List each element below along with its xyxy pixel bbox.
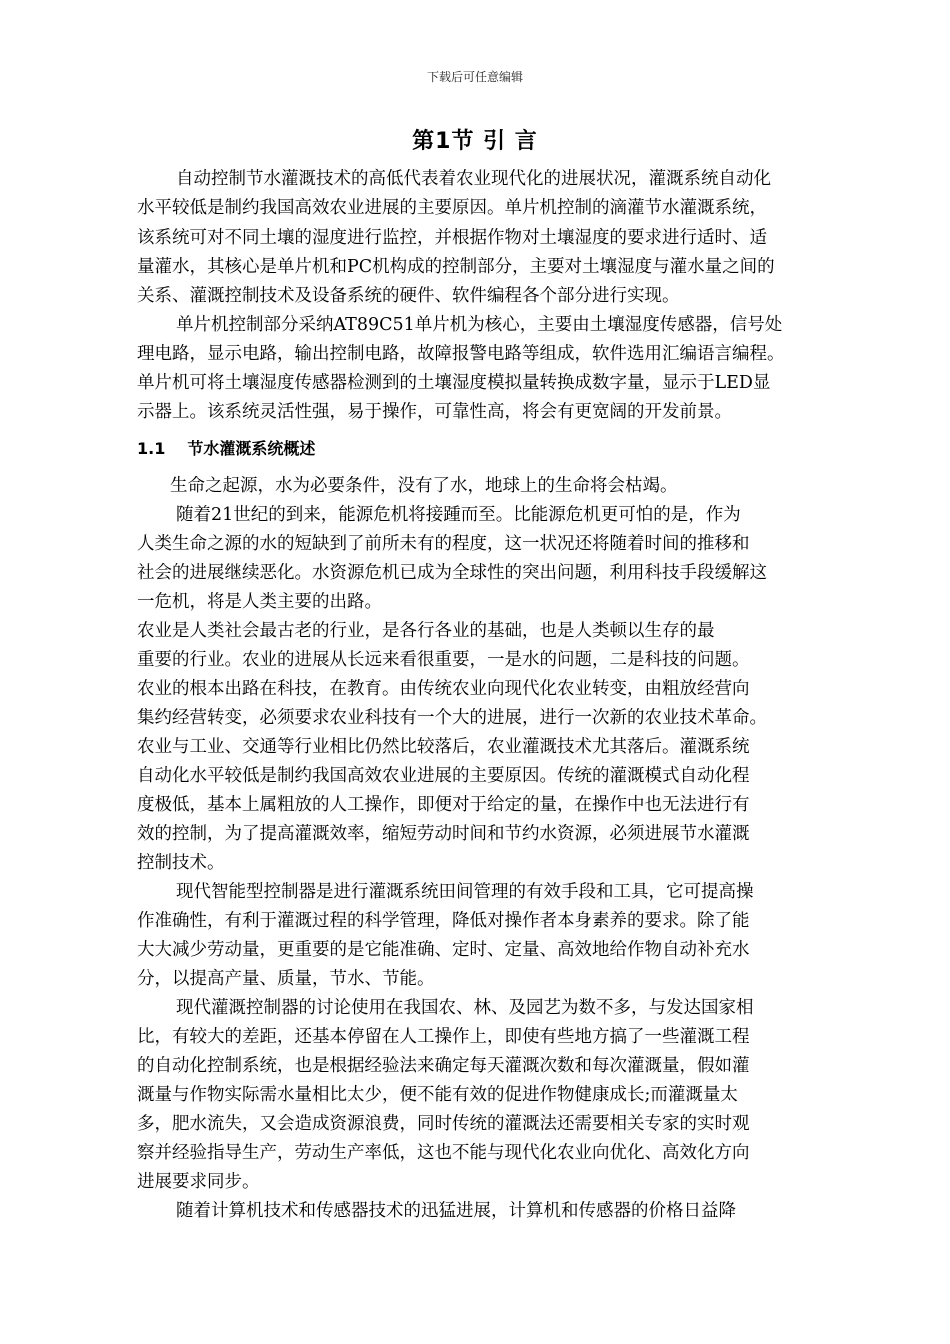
chapter-title: 第1节 引 言: [412, 129, 538, 154]
text-line: 比，有较大的差距，还基本停留在人工操作上，即使有些地方搞了一些灌溉工程: [137, 1027, 750, 1047]
section-heading: [137, 438, 315, 460]
text-line: 自动控制节水灌溉技术的高低代表着农业现代化的进展状况，灌溉系统自动化: [176, 169, 771, 189]
text-line: 大大减少劳动量，更重要的是它能准确、定时、定量、高效地给作物自动补充水: [137, 940, 750, 960]
text-line: 分，以提高产量、质量，节水、节能。: [137, 969, 435, 989]
text-line: 农业与工业、交通等行业相比仍然比较落后，农业灌溉技术尤其落后。灌溉系统: [137, 737, 750, 757]
section-title: 节水灌溉系统概述: [187, 439, 316, 458]
text-line: 现代智能型控制器是进行灌溉系统田间管理的有效手段和工具，它可提高操: [176, 882, 754, 902]
text-line: 单片机可将土壤湿度传感器检测到的土壤湿度模拟量转换成数字量，显示于LED显: [137, 373, 771, 393]
text-line: 农业的根本出路在科技，在教育。由传统农业向现代化农业转变，由粗放经营向: [137, 679, 750, 699]
text-line: 随着21世纪的到来，能源危机将接踵而至。比能源危机更可怕的是，作为: [176, 505, 741, 525]
text-line: 关系、灌溉控制技术及设备系统的硬件、软件编程各个部分进行实现。: [137, 286, 680, 306]
text-line: 度极低，基本上属粗放的人工操作，即便对于给定的量，在操作中也无法进行有: [137, 795, 750, 815]
text-line: 察并经验指导生产，劳动生产率低，这也不能与现代化农业向优化、高效化方向: [137, 1143, 750, 1163]
text-line: 示器上。该系统灵活性强，易于操作，可靠性高，将会有更宽阔的开发前景。: [137, 402, 732, 422]
section-number: 1.1: [137, 439, 166, 458]
text-line: 作准确性，有利于灌溉过程的科学管理，降低对操作者本身素养的要求。除了能: [137, 911, 750, 931]
header-note: 下载后可任意编辑: [426, 70, 523, 84]
text-line: 多，肥水流失，又会造成资源浪费，同时传统的灌溉法还需要相关专家的实时观: [137, 1114, 750, 1134]
text-line: 水平较低是制约我国高效农业进展的主要原因。单片机控制的滴灌节水灌溉系统，: [137, 198, 767, 218]
text-line: 一危机，将是人类主要的出路。: [137, 592, 382, 612]
text-line: 效的控制，为了提高灌溉效率，缩短劳动时间和节约水资源，必须进展节水灌溉: [137, 824, 750, 844]
text-line: 进展要求同步。: [137, 1172, 260, 1192]
text-line: 人类生命之源的水的短缺到了前所未有的程度，这一状况还将随着时间的推移和: [137, 534, 750, 554]
text-line: 随着计算机技术和传感器技术的迅猛进展，计算机和传感器的价格日益降: [176, 1201, 736, 1221]
text-line: 量灌水，其核心是单片机和PC机构成的控制部分，主要对土壤湿度与灌水量之间的: [137, 257, 775, 277]
text-line: 自动化水平较低是制约我国高效农业进展的主要原因。传统的灌溉模式自动化程: [137, 766, 750, 786]
text-line: 集约经营转变，必须要求农业科技有一个大的进展，进行一次新的农业技术革命。: [137, 708, 767, 728]
text-line: 社会的进展继续恶化。水资源危机已成为全球性的突出问题，利用科技手段缓解这: [137, 563, 767, 583]
text-line: 重要的行业。农业的进展从长远来看很重要，一是水的问题，二是科技的问题。: [137, 650, 750, 670]
text-line: 生命之起源，水为必要条件，没有了水，地球上的生命将会枯竭。: [170, 476, 678, 496]
text-line: 溉量与作物实际需水量相比太少，便不能有效的促进作物健康成长;而灌溉量太: [137, 1085, 738, 1105]
text-line: 农业是人类社会最古老的行业，是各行各业的基础，也是人类顿以生存的最: [137, 621, 715, 641]
text-line: 现代灌溉控制器的讨论使用在我国农、林、及园艺为数不多，与发达国家相: [176, 998, 754, 1018]
text-line: 该系统可对不同土壤的湿度进行监控，并根据作物对土壤湿度的要求进行适时、适: [137, 228, 767, 248]
text-line: 理电路，显示电路，输出控制电路，故障报警电路等组成，软件选用汇编语言编程。: [137, 344, 785, 364]
text-line: 的自动化控制系统，也是根据经验法来确定每天灌溉次数和每次灌溉量，假如灌: [137, 1056, 750, 1076]
text-line: 控制技术。: [137, 853, 225, 873]
text-line: 单片机控制部分采纳AT89C51单片机为核心，主要由土壤湿度传感器，信号处: [176, 315, 783, 335]
